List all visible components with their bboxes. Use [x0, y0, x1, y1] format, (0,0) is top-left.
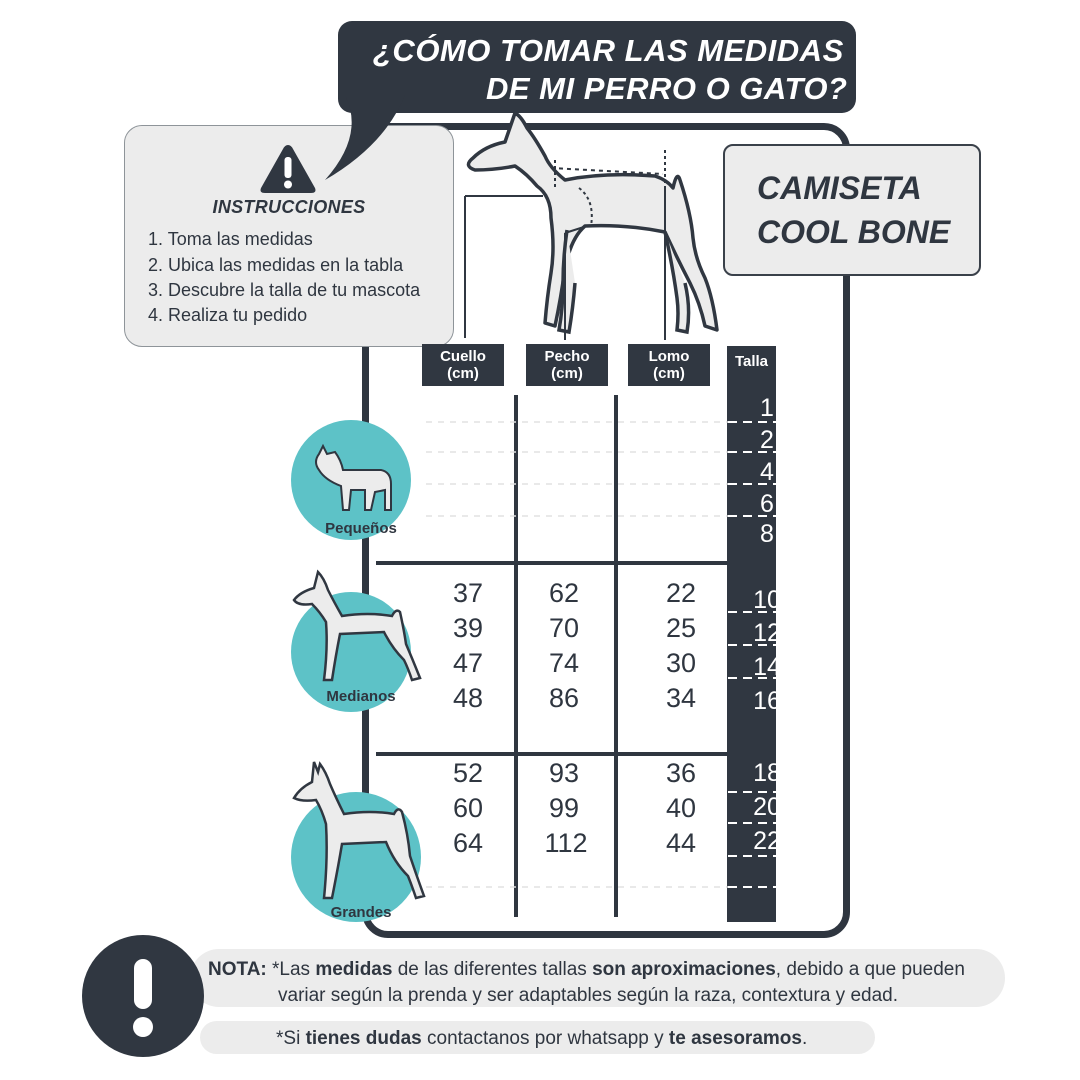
size-number: 1	[760, 394, 774, 422]
medium-dog-icon	[288, 568, 428, 688]
column-header-lomo	[628, 344, 710, 386]
warning-icon	[258, 142, 318, 196]
group-label-grandes: Grandes	[330, 904, 392, 921]
product-name-line-1: CAMISETA	[757, 170, 922, 206]
lomo-value: 40	[665, 793, 697, 823]
contact-part: *Si	[276, 1028, 306, 1049]
column-header-cuello-name: Cuello	[440, 348, 486, 365]
product-name-line-2: COOL BONE	[757, 214, 951, 250]
contact-part: .	[801, 1028, 808, 1049]
instruction-step-2: 2. Ubica las medidas en la tabla	[148, 255, 404, 275]
pecho-value: 93	[548, 758, 580, 788]
column-header-pecho-name: Pecho	[544, 348, 590, 365]
lomo-value: 36	[665, 758, 697, 788]
pecho-value: 74	[548, 648, 580, 678]
note-line-2: variar según la prenda y ser adaptables según la raza, contextura y edad.	[278, 985, 898, 1006]
cuello-value: 60	[452, 793, 484, 823]
cuello-value: 48	[452, 683, 484, 713]
lomo-value: 44	[665, 828, 697, 858]
size-number: 14	[753, 653, 781, 681]
size-number: 22	[753, 827, 781, 855]
title-line-1: ¿CÓMO TOMAR LAS MEDIDAS	[373, 33, 844, 68]
large-dog-icon	[286, 758, 436, 908]
instructions-title: INSTRUCCIONES	[212, 197, 366, 217]
pecho-value: 86	[548, 683, 580, 713]
lomo-value: 25	[665, 613, 697, 643]
cuello-value: 64	[452, 828, 484, 858]
pecho-value: 70	[548, 613, 580, 643]
size-number: 10	[753, 586, 781, 614]
note-bold: son aproximaciones	[592, 959, 776, 980]
size-number: 16	[753, 687, 781, 715]
pecho-value: 62	[548, 578, 580, 608]
instruction-step-1: 1. Toma las medidas	[148, 229, 313, 249]
contact-bold: te asesoramos	[668, 1028, 802, 1049]
lomo-value: 34	[665, 683, 697, 713]
note-bold: medidas	[315, 959, 393, 980]
size-number: 18	[753, 759, 781, 787]
contact-bold: tienes dudas	[305, 1028, 422, 1049]
instruction-step-3: 3. Descubre la talla de tu mascota	[148, 280, 421, 300]
note-part: , debido a que pueden	[775, 959, 965, 980]
instruction-step-4: 4. Realiza tu pedido	[148, 305, 308, 325]
group-label-pequenos: Pequeños	[325, 520, 397, 537]
title-bubble-tail	[305, 95, 425, 185]
contact-line	[276, 1028, 807, 1050]
size-number: 6	[760, 490, 774, 518]
column-header-pecho	[526, 344, 608, 386]
column-header-cuello-unit: (cm)	[447, 365, 479, 382]
lomo-value: 22	[665, 578, 697, 608]
small-dog-icon	[305, 440, 405, 520]
exclamation-mark-icon	[82, 935, 204, 1057]
group-label-medianos: Medianos	[326, 688, 396, 705]
column-header-talla: Talla	[734, 353, 769, 370]
size-number: 20	[753, 793, 781, 821]
lomo-value: 30	[665, 648, 697, 678]
exclamation-icon	[82, 935, 204, 1057]
contact-part: contactanos por whatsapp y	[421, 1028, 669, 1049]
cuello-value: 39	[452, 613, 484, 643]
pecho-value: 112	[544, 828, 588, 858]
note-part: de las diferentes tallas	[392, 959, 593, 980]
note-label: NOTA:	[208, 959, 267, 980]
column-header-pecho-unit: (cm)	[551, 365, 583, 382]
size-number: 12	[753, 619, 781, 647]
column-header-lomo-unit: (cm)	[653, 365, 685, 382]
note-part: *Las	[266, 959, 316, 980]
note-line-1	[208, 959, 965, 981]
column-header-lomo-name: Lomo	[648, 348, 690, 365]
cuello-value: 52	[452, 758, 484, 788]
size-number: 8	[760, 520, 774, 548]
measuring-dog-illustration	[455, 108, 730, 340]
pecho-value: 99	[548, 793, 580, 823]
size-number: 2	[760, 426, 774, 454]
column-header-cuello	[422, 344, 504, 386]
product-name-box	[723, 144, 981, 276]
cuello-value: 37	[452, 578, 484, 608]
size-number: 4	[760, 458, 774, 486]
cuello-value: 47	[452, 648, 484, 678]
title-line-2: DE MI PERRO O GATO?	[486, 71, 848, 106]
